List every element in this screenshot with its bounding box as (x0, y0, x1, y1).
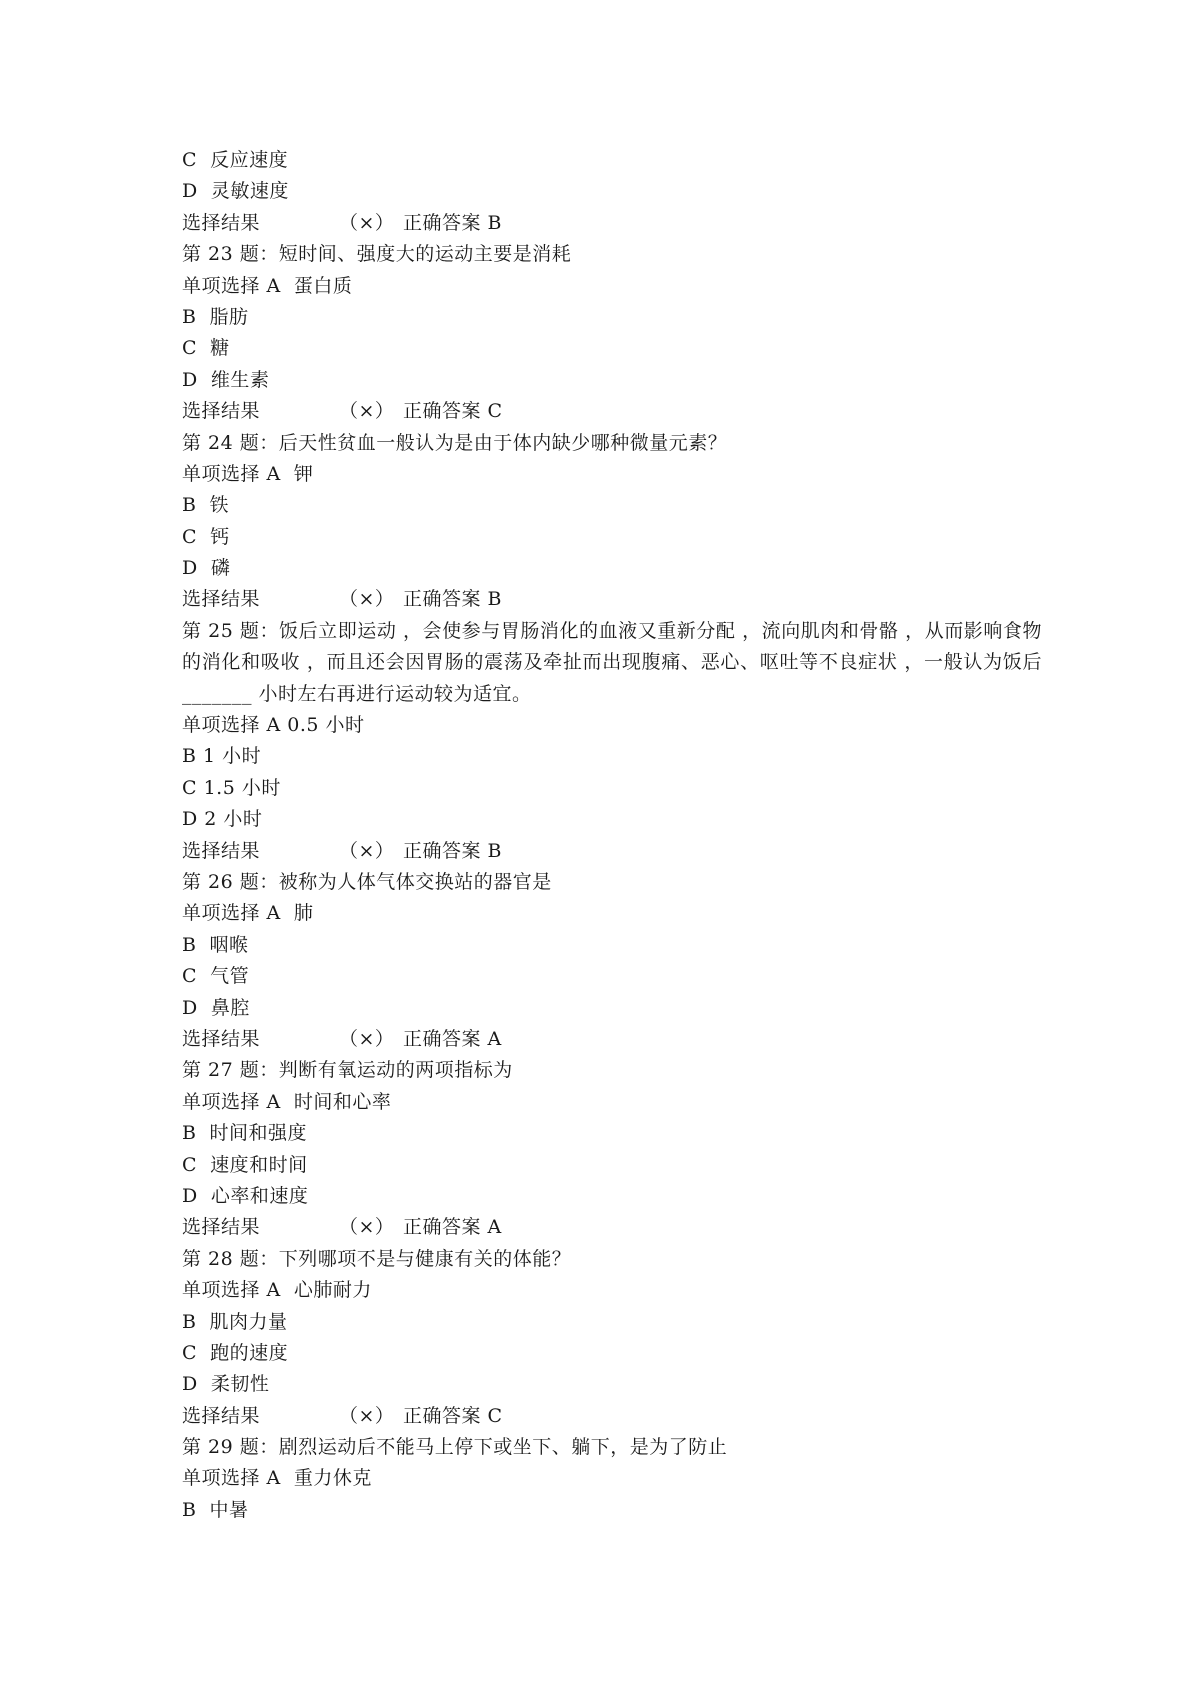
result-mark: （×） (339, 1216, 395, 1239)
option-d: D 鼻腔 (182, 996, 250, 1019)
question-title-25: 第 25 题：饭后立即运动 ，会使参与胃肠消化的血液又重新分配 ，流向肌肉和骨骼 ，从而影响食物的消化和吸收 ，而且还会因胃肠的震荡及牵扯而出现腹痛、恶心、呕吐等不良症状 ，一般认为饭后 _______ 小时左右再进行运动较为适宜。 (182, 619, 1042, 705)
option-a: 单项选择 A 0.5 小时 (182, 714, 365, 737)
question-title-28: 第 28 题：下列哪项不是与健康有关的体能？ (182, 1247, 572, 1270)
option-b: B 1 小时 (182, 745, 262, 768)
result-mark: （×） (339, 839, 395, 862)
correct-answer: 正确答案 A (403, 1216, 502, 1239)
result-label: 选择结果 (182, 211, 261, 234)
option-c: C 跑的速度 (182, 1341, 289, 1364)
option-b: B 中暑 (182, 1498, 249, 1521)
correct-answer: 正确答案 B (403, 211, 503, 234)
option-c: C 糖 (182, 337, 230, 360)
prev-result (182, 208, 1042, 239)
option-a: 单项选择 A 肺 (182, 902, 314, 925)
option-d: D 维生素 (182, 368, 270, 391)
option-b: B 肌肉力量 (182, 1310, 288, 1333)
option-b: B 脂肪 (182, 305, 249, 328)
question-title-29: 第 29 题：剧烈运动后不能马上停下或坐下、躺下，是为了防止 (182, 1436, 728, 1459)
result-row-25 (182, 836, 1042, 867)
option-a: 单项选择 A 蛋白质 (182, 274, 353, 297)
question-title-27: 第 27 题：判断有氧运动的两项指标为 (182, 1059, 513, 1082)
correct-answer: 正确答案 B (403, 839, 503, 862)
result-mark: （×） (339, 1027, 395, 1050)
result-row-28 (182, 1401, 1042, 1432)
option-d: D 2 小时 (182, 808, 263, 831)
option-d: D 柔韧性 (182, 1373, 270, 1396)
prev-option-c: C 反应速度 (182, 149, 289, 171)
result-row-23 (182, 396, 1042, 427)
option-c: C 1.5 小时 (182, 776, 281, 799)
document-page (182, 145, 1042, 1526)
correct-answer: 正确答案 C (403, 400, 503, 423)
result-label: 选择结果 (182, 588, 261, 611)
result-row-27 (182, 1212, 1042, 1243)
result-label: 选择结果 (182, 1404, 261, 1427)
result-label: 选择结果 (182, 839, 261, 862)
option-c: C 速度和时间 (182, 1153, 308, 1176)
option-b: B 时间和强度 (182, 1122, 308, 1145)
option-d: D 心率和速度 (182, 1184, 309, 1207)
result-label: 选择结果 (182, 1027, 261, 1050)
option-a: 单项选择 A 心肺耐力 (182, 1279, 372, 1302)
result-row-24 (182, 584, 1042, 615)
option-a: 单项选择 A 钾 (182, 462, 314, 485)
correct-answer: 正确答案 B (403, 588, 503, 611)
result-mark: （×） (339, 1404, 395, 1427)
result-label: 选择结果 (182, 400, 261, 423)
result-mark: （×） (339, 588, 395, 611)
option-b: B 咽喉 (182, 933, 249, 956)
question-title-26: 第 26 题：被称为人体气体交换站的器官是 (182, 871, 552, 894)
option-b: B 铁 (182, 494, 230, 517)
correct-answer: 正确答案 A (403, 1027, 502, 1050)
option-d: D 磷 (182, 557, 231, 580)
option-a: 单项选择 A 时间和心率 (182, 1090, 392, 1113)
correct-answer: 正确答案 C (403, 1404, 503, 1427)
option-c: C 气管 (182, 965, 250, 988)
option-a: 单项选择 A 重力休克 (182, 1467, 372, 1490)
result-mark: （×） (339, 211, 395, 234)
result-row-26 (182, 1024, 1042, 1055)
result-label: 选择结果 (182, 1216, 261, 1239)
prev-option-d: D 灵敏速度 (182, 180, 289, 203)
question-title-24: 第 24 题：后天性贫血一般认为是由于体内缺少哪种微量元素？ (182, 431, 728, 454)
option-c: C 钙 (182, 525, 230, 548)
question-title-23: 第 23 题：短时间、强度大的运动主要是消耗 (182, 243, 572, 266)
result-mark: （×） (339, 400, 395, 423)
